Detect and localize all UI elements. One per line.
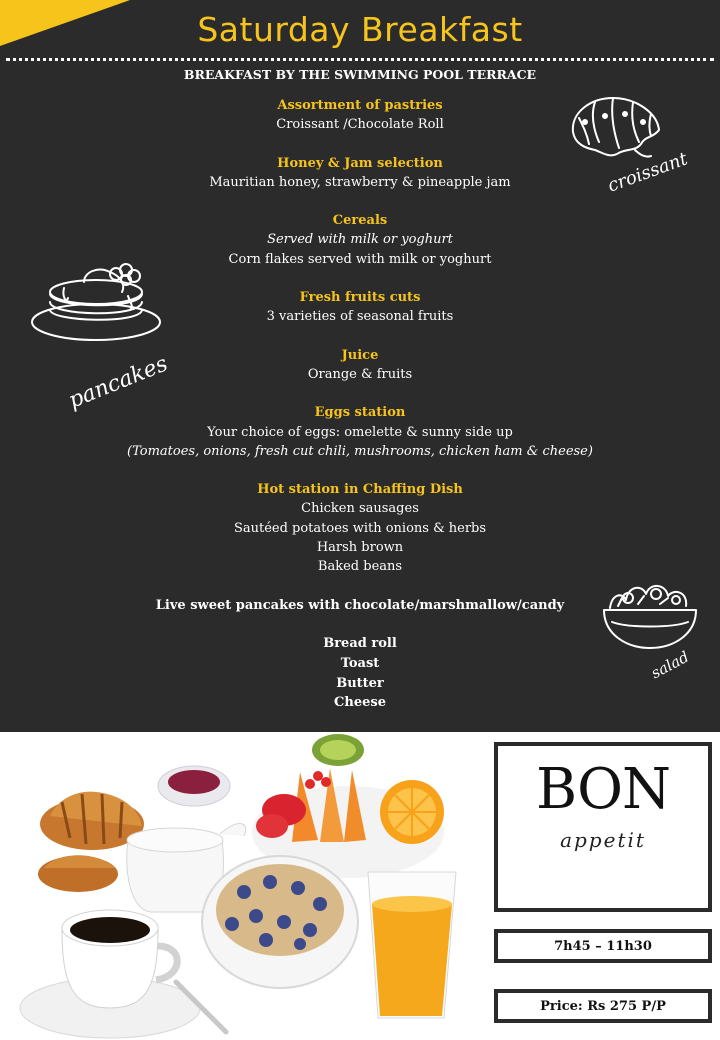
- salad-bowl-icon: [598, 576, 702, 656]
- section-line: Croissant /Chocolate Roll: [276, 117, 444, 133]
- hours-box: [494, 929, 712, 963]
- price-label: Price: Rs 275 P/P: [540, 999, 666, 1014]
- pancakes-icon: [30, 262, 170, 344]
- section-line: Baked beans: [317, 559, 403, 575]
- menu-section-eggs: [0, 403, 720, 461]
- opening-hours: 7h45 – 11h30: [554, 939, 652, 954]
- menu-section-hot-station: [0, 480, 720, 576]
- section-line: Your choice of eggs: omelette & sunny side up: [207, 424, 513, 440]
- salad-label: salad: [648, 647, 692, 683]
- section-title: Cereals: [332, 213, 388, 229]
- pancakes-label: pancakes: [65, 351, 172, 414]
- appetit-text: appetit: [560, 828, 646, 852]
- section-title: Fresh fruits cuts: [299, 290, 421, 306]
- menu-section-cereals: [0, 211, 720, 269]
- section-title: Hot station in Chaffing Dish: [257, 482, 463, 498]
- section-line: Mauritian honey, strawberry & pineapple jam: [209, 174, 511, 190]
- section-italic-line: Served with milk or yoghurt: [267, 232, 453, 248]
- price-box: [494, 989, 712, 1023]
- croissant-icon: [565, 92, 665, 164]
- section-title: Eggs station: [314, 405, 406, 421]
- section-title: Juice: [341, 347, 379, 363]
- section-title: Honey & Jam selection: [277, 155, 443, 171]
- croissant-label: croissant: [604, 148, 691, 197]
- section-line: Orange & fruits: [307, 366, 413, 382]
- extra-item: Toast: [340, 655, 380, 671]
- extra-item: Bread roll: [323, 635, 397, 651]
- bon-text: BON: [535, 757, 671, 822]
- bon-appetit-card: [494, 742, 712, 912]
- section-line: Harsh brown: [316, 540, 404, 556]
- dotted-divider: [6, 58, 714, 61]
- section-title: Assortment of pastries: [277, 98, 443, 113]
- extra-item: Cheese: [334, 695, 386, 711]
- section-line: Chicken sausages: [301, 501, 419, 517]
- section-italic-line: (Tomatoes, onions, fresh cut chili, mushrooms, chicken ham & cheese): [127, 443, 593, 459]
- live-pancake-station: Live sweet pancakes with chocolate/marshmallow/candy: [155, 597, 565, 613]
- section-line: Corn flakes served with milk or yoghurt: [228, 251, 492, 267]
- extra-item: Butter: [336, 675, 384, 691]
- section-line: Sautéed potatoes with onions & herbs: [233, 520, 487, 536]
- page-subtitle: BREAKFAST BY THE SWIMMING POOL TERRACE: [183, 67, 537, 82]
- section-line: 3 varieties of seasonal fruits: [266, 309, 454, 325]
- page-title: Saturday Breakfast: [197, 10, 523, 49]
- breakfast-photo: [0, 732, 480, 1040]
